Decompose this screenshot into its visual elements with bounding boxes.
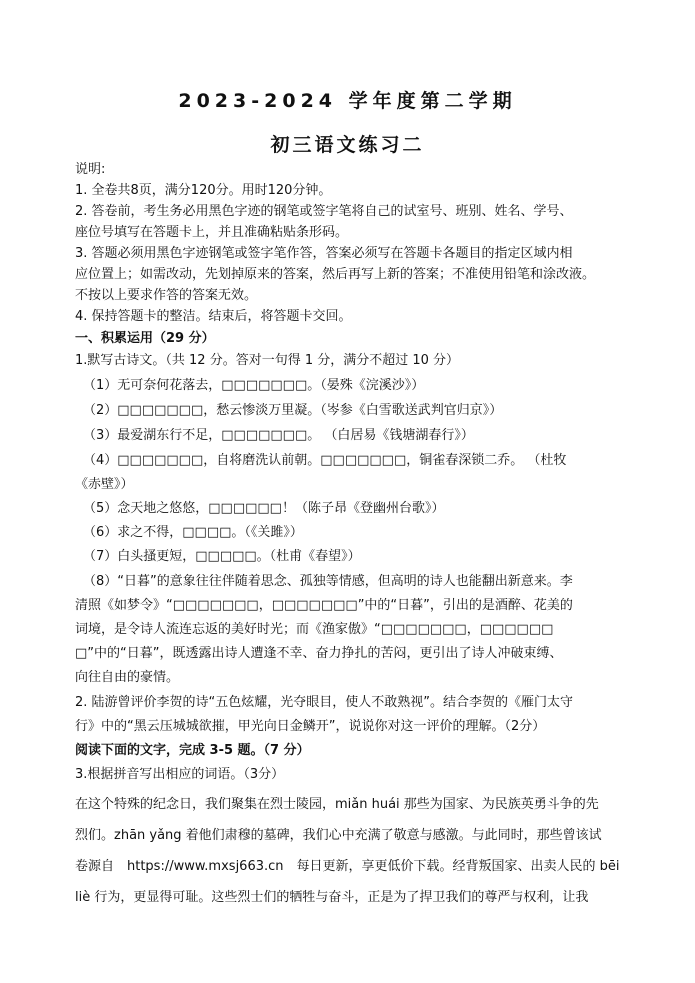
poem-item: （6）求之不得，□□□□。（《关雎》） xyxy=(83,525,303,540)
exam-title: 2023-2024 学年度第二学期 xyxy=(178,90,517,112)
poem-item: （5）念天地之悠悠，□□□□□□！（陈子昂《登幽州台歌》） xyxy=(83,501,445,516)
instructions-heading: 说明: xyxy=(75,162,106,177)
poem-item: （3）最爱湖东行不足，□□□□□□□。 （白居易《钱塘湖春行》） xyxy=(83,428,474,443)
poem-item: （2）□□□□□□□，愁云惨淡万里凝。（岑参《白雪歌送武判官归京》） xyxy=(83,403,503,418)
passage-line: 在这个特殊的纪念日，我们聚集在烈士陵园，miǎn huái 那些为国家、为民族英勇斗争的先 xyxy=(75,797,599,812)
instruction-line: 应位置上；如需改动，先划掉原来的答案，然后再写上新的答案；不准使用铅笔和涂改液。 xyxy=(75,267,596,282)
passage-line: liè 行为，更显得可耻。这些烈士们的牺牲与奋斗，正是为了捍卫我们的尊严与权利，让我 xyxy=(75,890,589,905)
passage-line: 烈们。zhān yǎng 着他们肃穆的墓碑，我们心中充满了敬意与感激。与此同时，那些曾该试 xyxy=(75,828,602,843)
instruction-line: 2. 答卷前，考生务必用黑色字迹的钢笔或签字笔将自己的试室号、班别、姓名、学号、 xyxy=(75,204,573,219)
poem-item: 《赤壁》） xyxy=(75,477,134,492)
instruction-line: 3. 答题必须用黑色字迹钢笔或签字笔作答，答案必须写在答题卡各题目的指定区域内相 xyxy=(75,246,573,261)
poem-item: 向往自由的豪情。 xyxy=(75,670,180,685)
passage-line: 卷源自 https://www.mxsj663.cn 每日更新，享更低价下载。经背叛国家、出卖人民的 bēi xyxy=(75,859,620,874)
section-heading: 一、积累运用（29 分） xyxy=(75,331,215,346)
instruction-line: 不按以上要求作答的答案无效。 xyxy=(75,288,258,303)
instruction-line: 4. 保持答题卡的整洁。结束后，将答题卡交回。 xyxy=(75,309,352,324)
question-2: 2. 陆游曾评价李贺的诗“五色炫耀，光夺眼目，使人不敢熟视”。结合李贺的《雁门太守 xyxy=(75,695,574,710)
poem-item: （7）白头搔更短，□□□□□。（杜甫《春望》） xyxy=(83,549,361,564)
poem-item: 清照《如梦令》“□□□□□□□，□□□□□□□”中的“日暮”，引出的是酒醉、花美的 xyxy=(75,598,573,613)
question-3: 3.根据拼音写出相应的词语。（3分） xyxy=(75,767,285,782)
poem-item: （1）无可奈何花落去，□□□□□□□。（晏殊《浣溪沙》） xyxy=(83,378,425,393)
exam-subtitle: 初三语文练习二 xyxy=(270,134,425,156)
poem-item: （8）“日暮”的意象往往伴随着思念、孤独等情感，但高明的诗人也能翻出新意来。李 xyxy=(83,574,573,589)
poem-item: 词境，是令诗人流连忘返的美好时光；而《渔家傲》“□□□□□□□，□□□□□□ xyxy=(75,622,554,637)
instruction-line: 座位号填写在答题卡上，并且准确粘贴条形码。 xyxy=(75,225,349,240)
poem-item: □”中的“日暮”，既透露出诗人遭逢不幸、奋力挣扎的苦闷，更引出了诗人冲破束缚、 xyxy=(75,646,563,661)
instruction-line: 1. 全卷共8页，满分120分。用时120分钟。 xyxy=(75,183,332,198)
poem-item: （4）□□□□□□□，自将磨洗认前朝。□□□□□□□，铜雀春深锁二乔。 （杜牧 xyxy=(83,453,567,468)
question-stem: 1.默写古诗文。（共 12 分。答对一句得 1 分，满分不超过 10 分） xyxy=(75,353,460,368)
reading-heading: 阅读下面的文字，完成 3-5 题。（7 分） xyxy=(75,743,310,758)
question-2: 行》中的“黑云压城城欲摧，甲光向日金鳞开”，说说你对这一评价的理解。（2分） xyxy=(75,719,546,734)
